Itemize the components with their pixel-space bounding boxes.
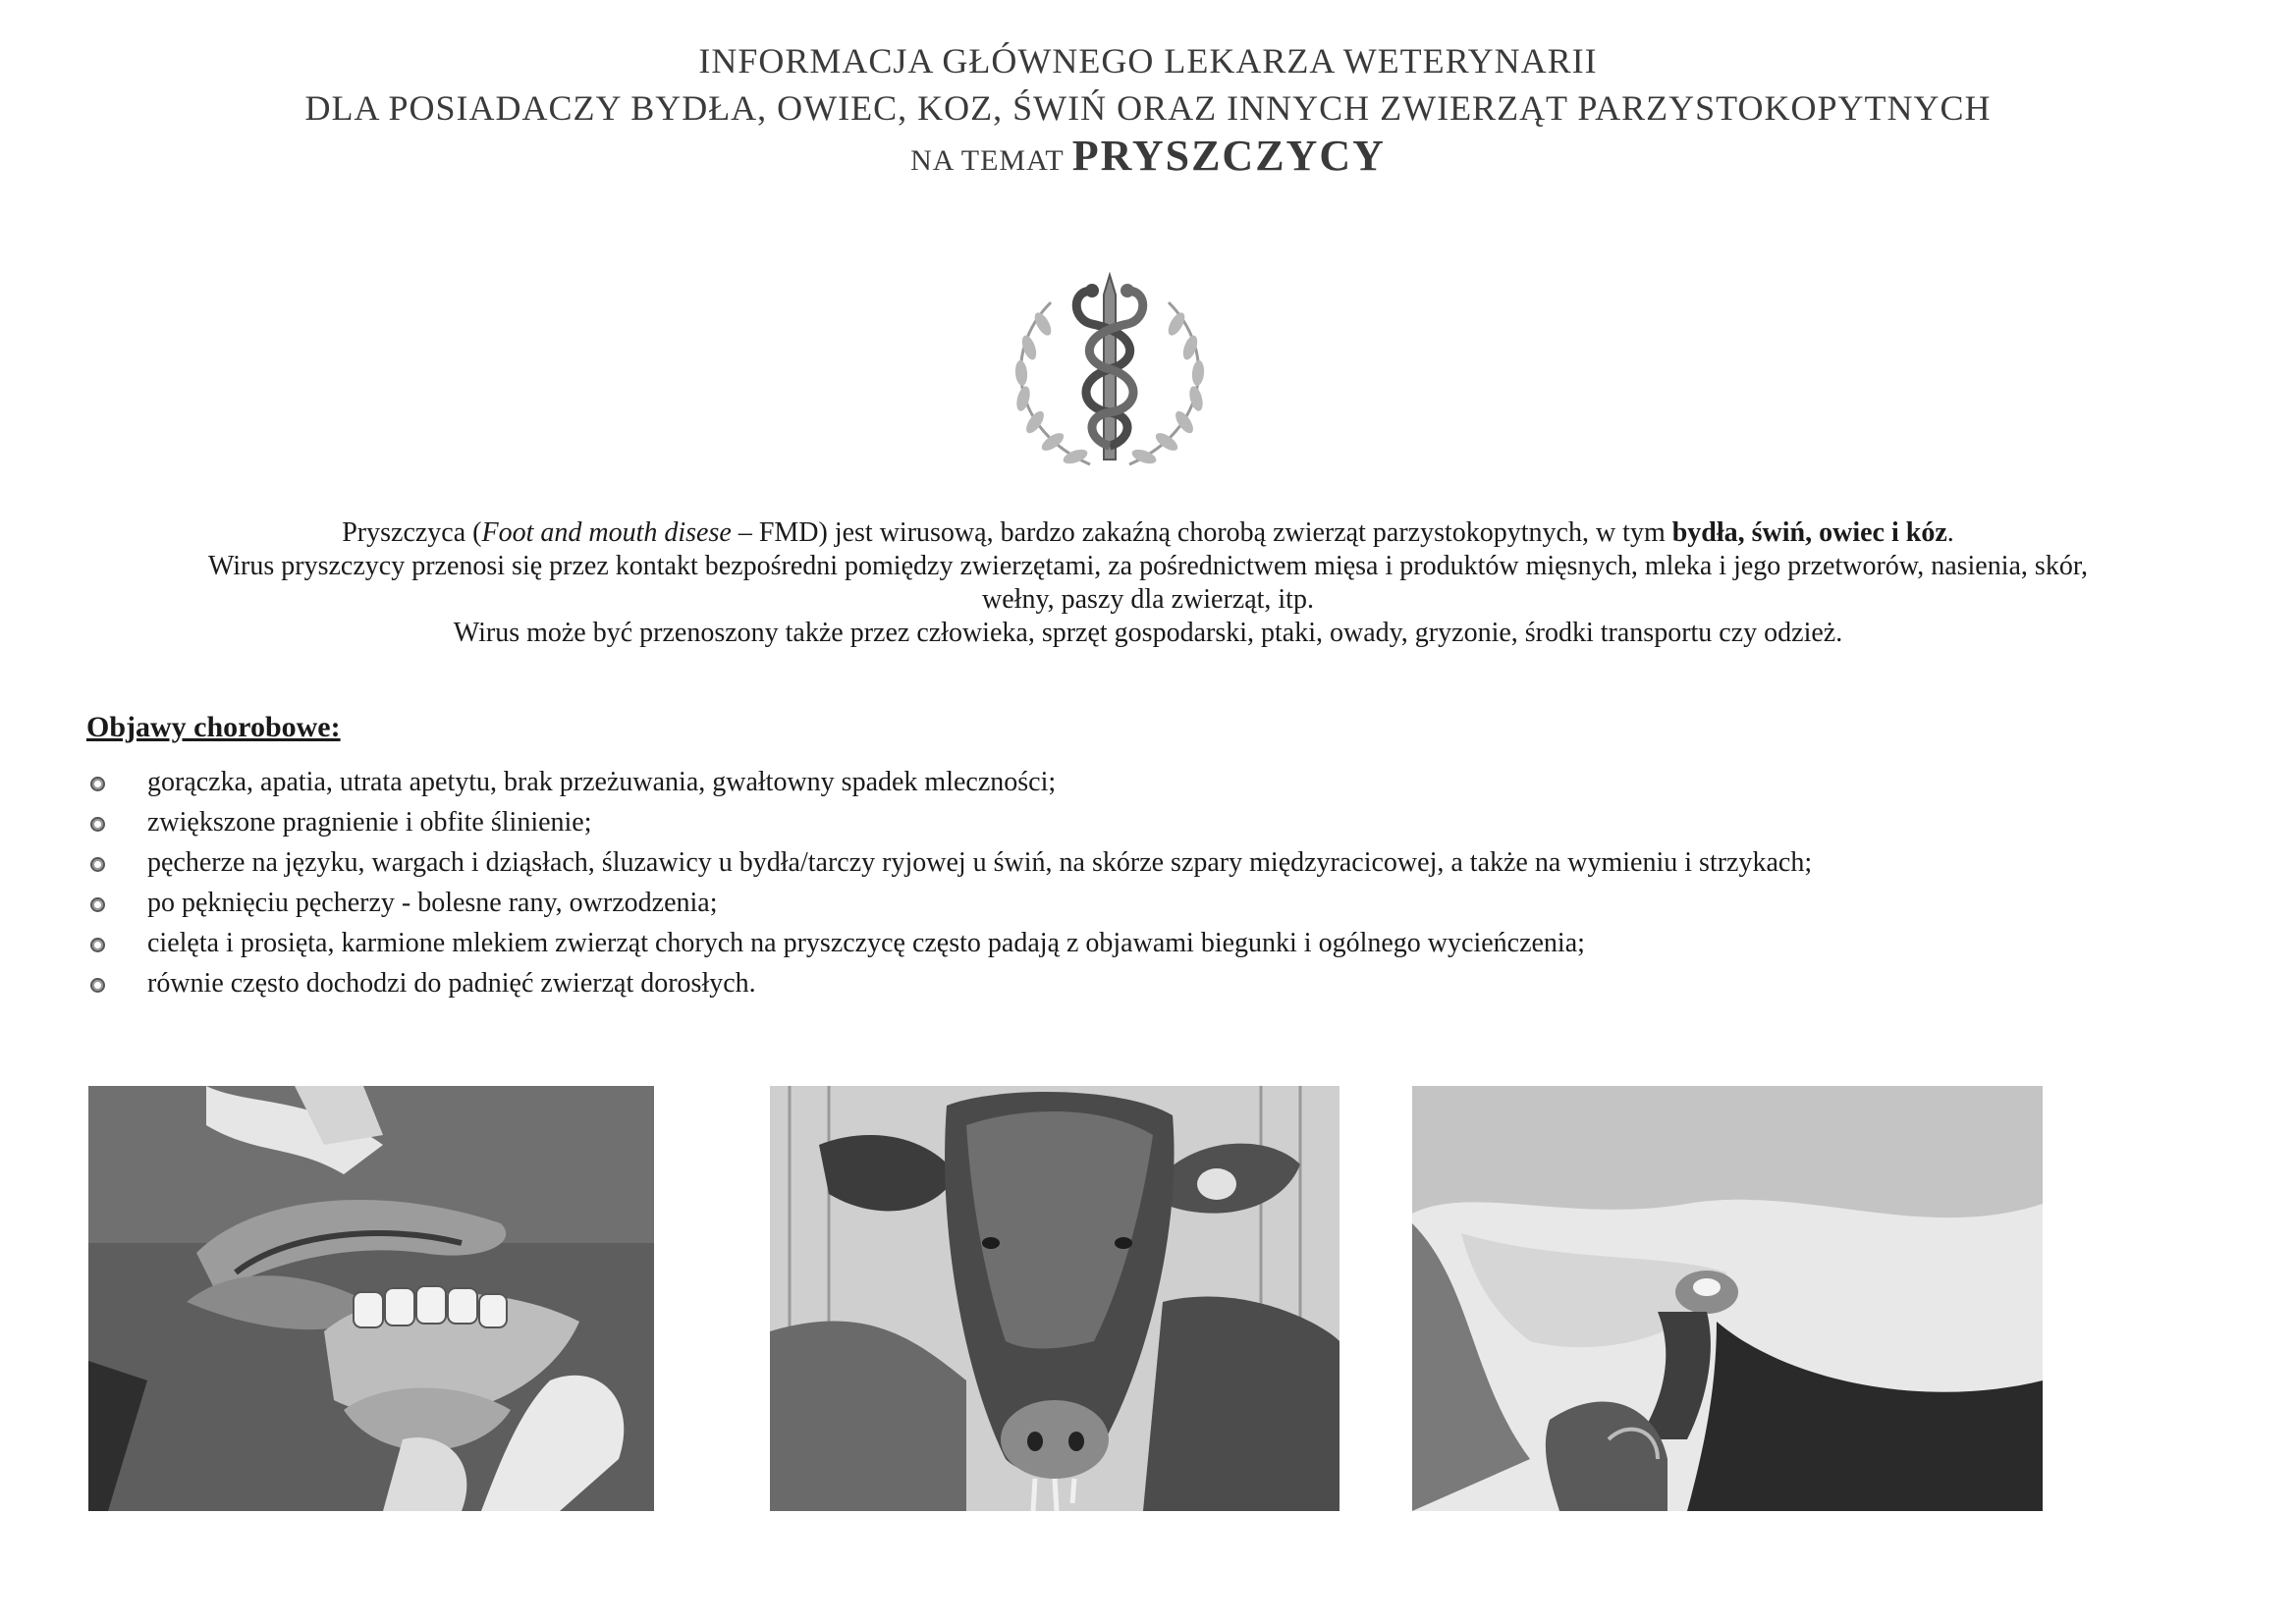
bullet-icon — [90, 897, 105, 912]
header-line-1: INFORMACJA GŁÓWNEGO LEKARZA WETERYNARII — [698, 41, 1598, 81]
bullet-icon — [90, 938, 105, 952]
list-item — [86, 923, 2247, 963]
list-item-text: pęcherze na języku, wargach i dziąsłach, śluzawicy u bydła/tarczy ryjowej u świń, na skórze szpary międzyracicowej, a także na wymieniu i strzykach; — [147, 847, 1813, 878]
symptoms-heading: Objawy chorobowe: — [86, 711, 341, 743]
bullet-icon — [90, 817, 105, 832]
intro-paragraph-3: Wirus może być przenoszony także przez człowieka, sprzęt gospodarski, ptaki, owady, gryzonie, środki transportu czy odzież. — [453, 618, 1843, 648]
bullet-icon — [90, 777, 105, 791]
document-header — [0, 37, 2296, 186]
intro-p1-start: Pryszczyca ( — [342, 517, 482, 548]
list-item-text: po pęknięciu pęcherzy - bolesne rany, owrzodzenia; — [147, 888, 718, 918]
intro-p1-mid: – FMD) jest wirusową, bardzo zakaźną chorobą zwierząt parzystokopytnych, w tym — [731, 517, 1672, 548]
header-line-3-prefix: NA TEMAT — [910, 144, 1065, 177]
header-line-2: DLA POSIADACZY BYDŁA, OWIEC, KOZ, ŚWIŃ ORAZ INNYCH ZWIERZĄT PARZYSTOKOPYTNYCH — [304, 88, 1992, 128]
list-item — [86, 842, 2247, 883]
mouth-lesions-photo-icon — [88, 1086, 654, 1511]
intro-p1-bold: bydła, świń, owiec i kóz — [1671, 517, 1947, 548]
calf-head-photo-icon — [770, 1086, 1339, 1511]
list-item-text: cielęta i prosięta, karmione mlekiem zwierząt chorych na pryszczycę często padają z objawami biegunki i ogólnego wycieńczenia; — [147, 928, 1585, 958]
intro-p1-italic: Foot and mouth disese — [481, 517, 732, 548]
list-item-text: zwiększone pragnienie i obfite ślinienie; — [147, 807, 592, 838]
list-item — [86, 802, 2247, 842]
bullet-icon — [90, 978, 105, 993]
caduceus-wreath-emblem-icon — [982, 263, 1237, 489]
header-line-3-emphasis: PRYSZCZYCY — [1071, 132, 1386, 180]
bullet-icon — [90, 857, 105, 872]
header-line-3 — [0, 132, 2296, 186]
intro-paragraph-2: Wirus pryszczycy przenosi się przez kontakt bezpośredni pomiędzy zwierzętami, za pośrednictwem mięsa i produktów mięsnych, mleka i jego przetworów, nasienia, skór, wełny, paszy dla zwierząt, itp. — [207, 551, 2089, 615]
list-item — [86, 883, 2247, 923]
intro-text — [98, 516, 2198, 650]
intro-paragraph-1 — [98, 516, 2198, 550]
symptoms-list — [86, 762, 2247, 1003]
list-item-text: gorączka, apatia, utrata apetytu, brak przeżuwania, gwałtowny spadek mleczności; — [147, 767, 1057, 797]
udder-lesions-photo-icon — [1412, 1086, 2043, 1511]
list-item — [86, 762, 2247, 802]
list-item-text: równie często dochodzi do padnięć zwierząt dorosłych. — [147, 968, 756, 999]
intro-p1-end: . — [1946, 517, 1954, 548]
list-item — [86, 963, 2247, 1003]
